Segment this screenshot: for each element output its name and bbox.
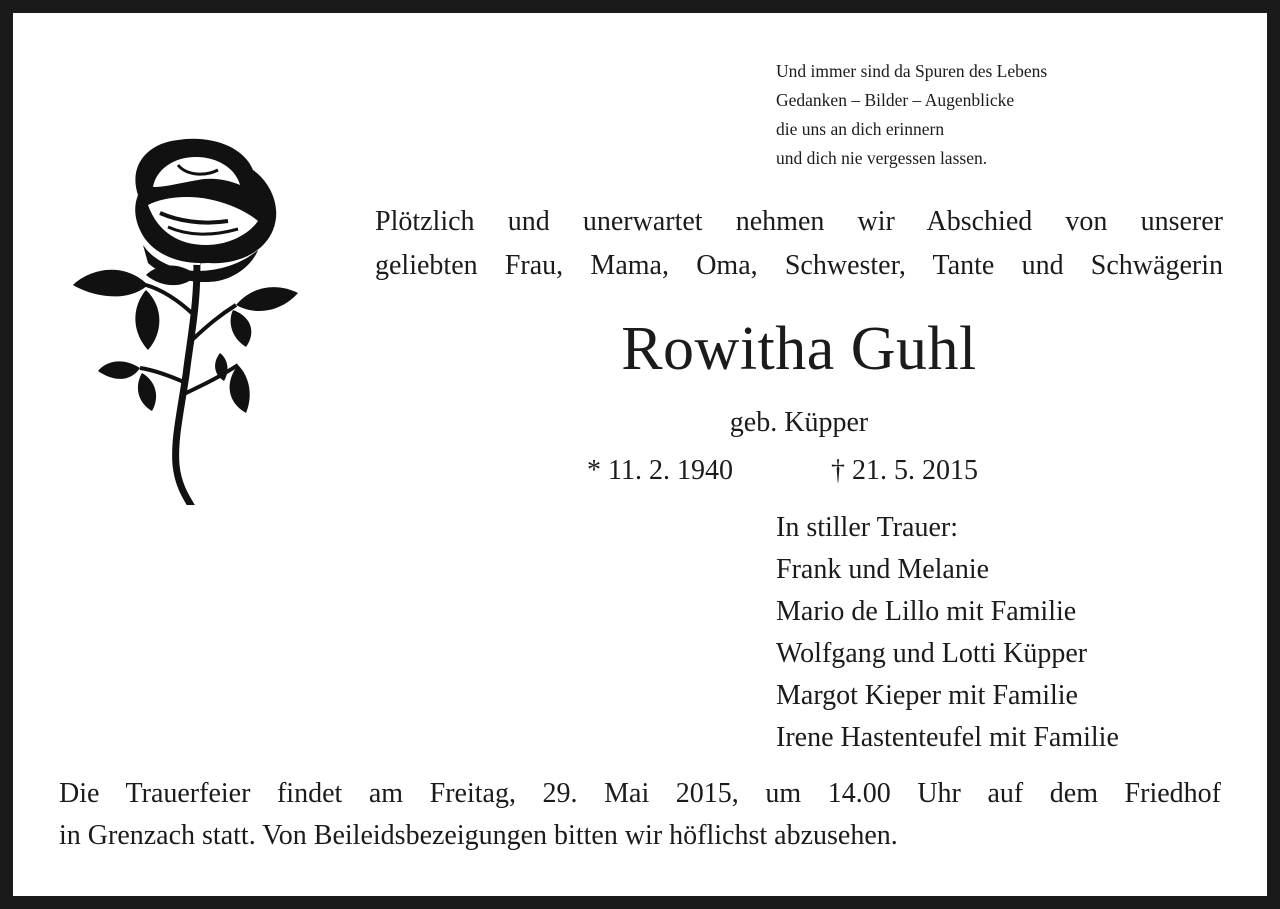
- birth-date: * 11. 2. 1940: [587, 455, 733, 486]
- funeral-notice: [59, 773, 1221, 857]
- quote-line: und dich nie vergessen lassen.: [776, 148, 988, 168]
- deceased-name: Rowitha Guhl: [621, 315, 977, 383]
- quote-line: Gedanken – Bilder – Augenblicke: [776, 90, 1015, 110]
- mourners-list: [776, 507, 1119, 759]
- mourner-item: Wolfgang und Lotti Küpper: [776, 638, 1088, 669]
- intro-line: geliebten Frau, Mama, Oma, Schwester, Tante und Schwägerin: [375, 250, 1223, 281]
- rose-icon: [68, 125, 298, 505]
- intro-line: Plötzlich und unerwartet nehmen wir Abschied von unserer: [375, 206, 1223, 237]
- birth-name: geb. Küpper: [729, 407, 869, 438]
- intro-text: [375, 200, 1223, 288]
- mourner-item: Mario de Lillo mit Familie: [776, 596, 1077, 627]
- death-date: † 21. 5. 2015: [831, 455, 978, 486]
- funeral-line: in Grenzach statt. Von Beileidsbezeigungen bitten wir höflichst abzusehen.: [59, 820, 898, 851]
- quote-line: Und immer sind da Spuren des Lebens: [776, 61, 1048, 81]
- mourner-item: Margot Kieper mit Familie: [776, 680, 1078, 711]
- mourner-item: Frank und Melanie: [776, 554, 990, 585]
- funeral-line: Die Trauerfeier findet am Freitag, 29. Mai 2015, um 14.00 Uhr auf dem Friedhof: [59, 778, 1221, 809]
- mourner-item: Irene Hastenteufel mit Familie: [776, 722, 1119, 753]
- obituary-card: [13, 13, 1267, 896]
- memorial-quote: [776, 57, 1047, 173]
- quote-line: die uns an dich erinnern: [776, 119, 945, 139]
- mourners-heading: In stiller Trauer:: [776, 512, 958, 543]
